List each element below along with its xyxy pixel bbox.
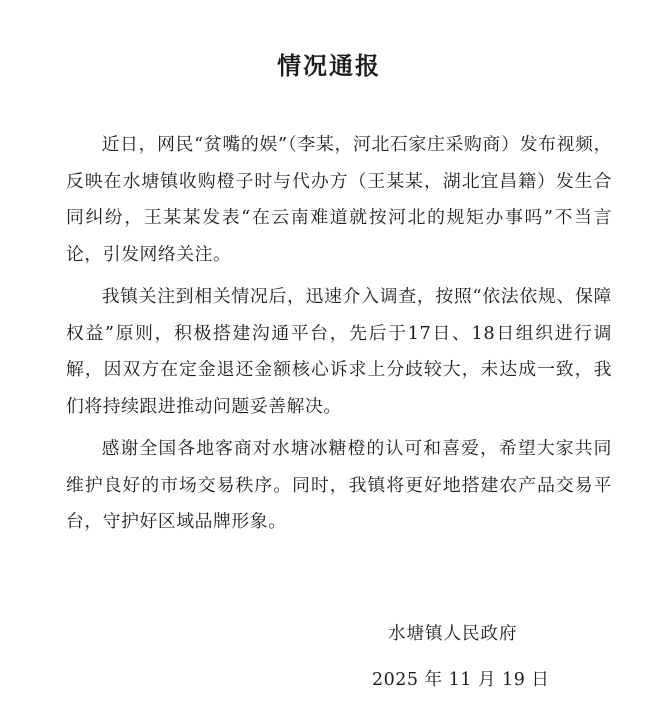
paragraph-response: 我镇关注到相关情况后，迅速介入调查，按照“依法依规、保障权益”原则，积极搭建沟通平台，先后于17日、18日组织进行调解，因双方在定金退还金额核心诉求上分歧较大，未达成一致，我们将持续跟进推动问题妥善解决。	[66, 286, 612, 417]
signature-date: 2025 年 11 月 19 日	[372, 670, 550, 690]
paragraph-thanks: 感谢全国各地客商对水塘冰糖橙的认可和喜爱，希望大家共同维护良好的市场交易秩序。同时，我镇将更好地搭建农产品交易平台，守护好区域品牌形象。	[66, 438, 612, 532]
signature-organization: 水塘镇人民政府	[388, 624, 518, 644]
document-body	[66, 127, 612, 547]
paragraph-incident: 近日，网民“贫嘴的娱”（李某，河北石家庄采购商）发布视频，反映在水塘镇收购橙子时与代办方（王某某，湖北宜昌籍）发生合同纠纷，王某某发表“在云南难道就按河北的规矩办事吗”不当言论，引发网络关注。	[66, 134, 612, 265]
document-title: 情况通报	[277, 52, 381, 80]
